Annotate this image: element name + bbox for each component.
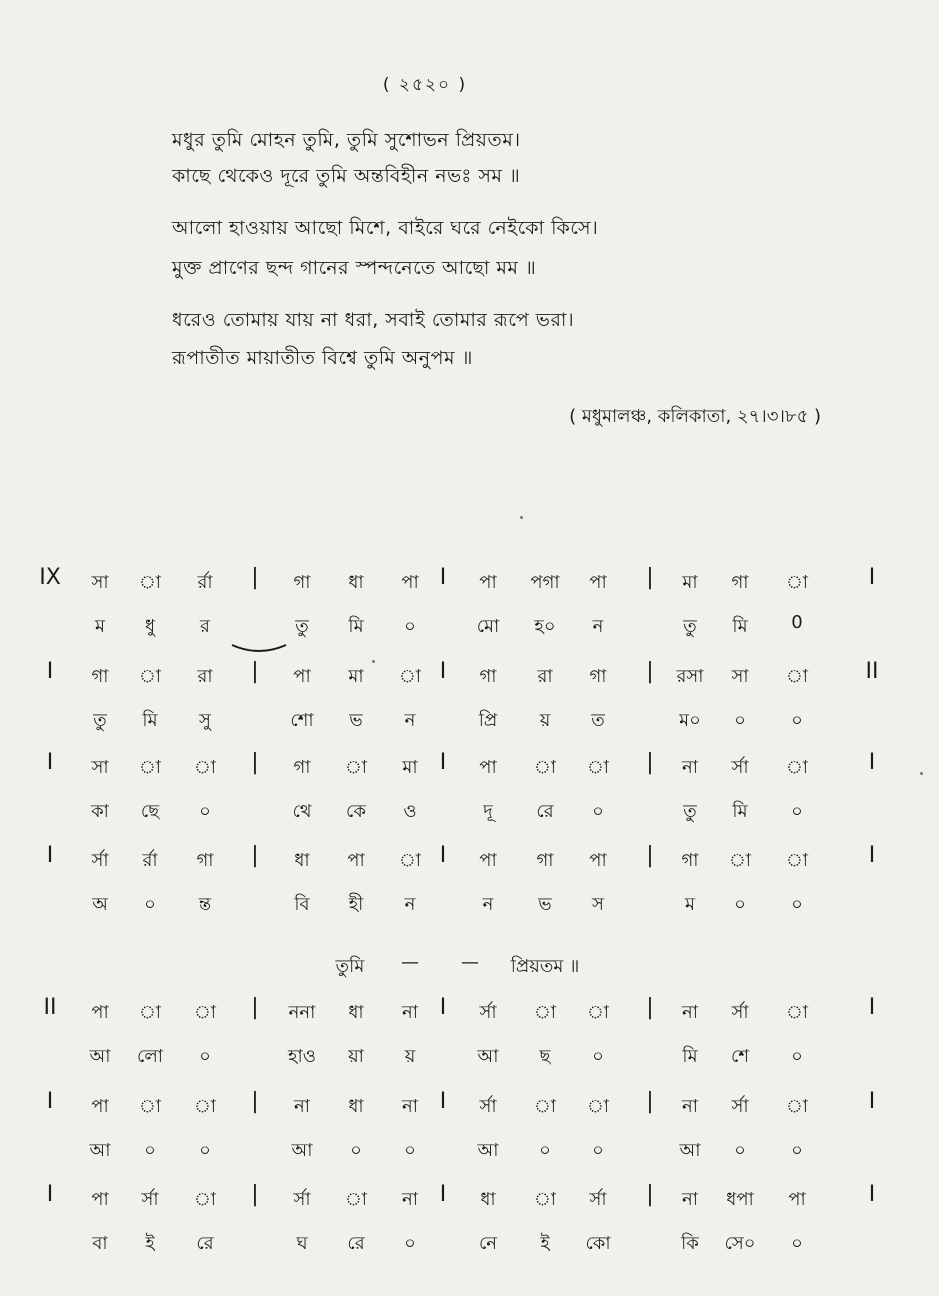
swara-note: র্সা	[731, 1096, 749, 1117]
swara-note: রা	[197, 666, 213, 687]
source-citation: ( মধুমালঞ্চ, কলিকাতা, ২৭।৩।৮৫ )	[569, 406, 821, 427]
lyric-syllable: য়	[539, 710, 551, 731]
lyric-syllable: আ	[89, 1046, 111, 1067]
swara-note: া	[138, 1002, 162, 1023]
barline: I	[439, 1182, 447, 1207]
lyric-syllable: কি	[681, 1233, 699, 1254]
barline: I	[46, 659, 54, 684]
swara-note: সা	[91, 757, 109, 778]
barline: |	[251, 750, 259, 775]
barline: I	[439, 565, 447, 590]
lyric-syllable: হাও	[288, 1046, 316, 1067]
barline: I	[868, 565, 876, 590]
swara-note: পা	[91, 1096, 109, 1117]
lyric-syllable: প্রি	[478, 710, 498, 731]
lyric-syllable: ০	[791, 1046, 803, 1067]
barline: I	[439, 1089, 447, 1114]
swara-note: া	[138, 757, 162, 778]
lyric-syllable: ছে	[140, 801, 160, 822]
barline: I	[46, 750, 54, 775]
swara-note: মা	[682, 572, 698, 593]
barline: II	[43, 995, 57, 1020]
lyric-syllable: ন	[404, 710, 416, 731]
lyric-syllable: অ	[92, 894, 108, 915]
barline: |	[251, 1182, 259, 1207]
lyric-syllable: হী	[348, 894, 364, 915]
lyric-syllable: ০	[199, 801, 211, 822]
swara-note: রসা	[676, 666, 704, 687]
swara-note: গা	[589, 666, 607, 687]
barline: I	[439, 659, 447, 684]
barline: I	[868, 995, 876, 1020]
lyric-syllable: মি	[682, 1046, 698, 1067]
lyric-syllable: 0	[791, 612, 803, 633]
lyric-syllable: ০	[144, 894, 156, 915]
swara-note: পা	[293, 666, 311, 687]
swara-note: পা	[91, 1002, 109, 1023]
lyric-syllable: স	[592, 894, 604, 915]
swara-note: া	[344, 1189, 368, 1210]
barline: I	[868, 750, 876, 775]
swara-note: া	[785, 572, 809, 593]
lyric-syllable: ০	[791, 801, 803, 822]
swara-note: র্রা	[142, 850, 158, 871]
lyric-syllable: ০	[199, 1046, 211, 1067]
barline: |	[646, 1182, 654, 1207]
paper-speck	[520, 516, 523, 519]
swara-note: র্সা	[731, 757, 749, 778]
notation-block	[0, 560, 939, 1296]
lyric-syllable: ০	[404, 1233, 416, 1254]
lyric-syllable: আ	[89, 1140, 111, 1161]
lyric-syllable: ন	[592, 616, 604, 637]
barline: |	[251, 995, 259, 1020]
barline: I	[46, 843, 54, 868]
lyric-syllable: ০	[404, 1140, 416, 1161]
lyric-syllable: আ	[477, 1046, 499, 1067]
lyric-syllable: তু	[683, 801, 697, 822]
refrain-dash: —	[401, 952, 419, 973]
swara-note: না	[682, 1189, 698, 1210]
lyric-syllable: ০	[404, 616, 416, 637]
barline: |	[251, 659, 259, 684]
lyric-syllable: আ	[291, 1140, 313, 1161]
swara-note: পা	[589, 850, 607, 871]
swara-note: ধা	[348, 1002, 364, 1023]
lyric-syllable: তু	[295, 616, 309, 637]
lyric-syllable: ০	[592, 1046, 604, 1067]
lyric-syllable: তু	[683, 616, 697, 637]
refrain-word: প্রিয়তম ॥	[510, 956, 580, 977]
barline: |	[251, 843, 259, 868]
swara-note: র্সা	[589, 1189, 607, 1210]
lyric-syllable: ন্ত	[198, 894, 212, 915]
lyric-syllable: ০	[539, 1140, 551, 1161]
barline: I	[46, 1182, 54, 1207]
song-number: ( ২৫২০ )	[382, 75, 468, 95]
swara-note: মা	[402, 757, 418, 778]
swara-note: র্সা	[141, 1189, 159, 1210]
lyric-line: রূপাতীত মায়াতীত বিশ্বে তুমি অনুপম ॥	[172, 347, 473, 369]
swara-note: ধা	[348, 1096, 364, 1117]
swara-note: পা	[347, 850, 365, 871]
swara-note: া	[728, 850, 752, 871]
swara-note: া	[398, 850, 422, 871]
lyric-syllable: শে	[731, 1046, 749, 1067]
swara-note: া	[785, 666, 809, 687]
barline: |	[646, 565, 654, 590]
swara-note: পা	[589, 572, 607, 593]
swara-note: ননা	[288, 1002, 316, 1023]
swara-note: না	[682, 1002, 698, 1023]
swara-note: না	[682, 1096, 698, 1117]
swara-note: গা	[293, 757, 311, 778]
lyric-syllable: ০	[144, 1140, 156, 1161]
swara-note: া	[785, 1096, 809, 1117]
refrain-dash: —	[461, 952, 479, 973]
lyric-syllable: ০	[791, 710, 803, 731]
swara-note: গা	[479, 666, 497, 687]
swara-note: গা	[681, 850, 699, 871]
swara-note: া	[586, 1002, 610, 1023]
lyric-syllable: আ	[679, 1140, 701, 1161]
lyric-line: মধুর তুমি মোহন তুমি, তুমি সুশোভন প্রিয়তম।	[172, 129, 521, 151]
swara-note: রা	[537, 666, 553, 687]
swara-note: া	[785, 757, 809, 778]
lyric-syllable: ০	[199, 1140, 211, 1161]
swara-note: া	[586, 757, 610, 778]
swara-note: না	[402, 1002, 418, 1023]
lyric-syllable: ত	[591, 710, 605, 731]
lyric-syllable: থে	[292, 801, 312, 822]
swara-note: া	[398, 666, 422, 687]
swara-note: া	[193, 757, 217, 778]
barline: I	[46, 1089, 54, 1114]
swara-note: া	[785, 1002, 809, 1023]
lyric-syllable: লো	[137, 1046, 163, 1067]
barline: |	[646, 659, 654, 684]
swara-note: া	[785, 850, 809, 871]
lyric-syllable: দূ	[483, 801, 493, 822]
swara-note: পা	[401, 572, 419, 593]
lyric-syllable: ই	[540, 1233, 550, 1254]
swara-note: মা	[348, 666, 364, 687]
swara-note: া	[533, 1002, 557, 1023]
lyric-syllable: ০	[350, 1140, 362, 1161]
swara-note: া	[193, 1189, 217, 1210]
lyric-syllable: ০	[734, 1140, 746, 1161]
swara-note: র্সা	[479, 1002, 497, 1023]
lyric-line: আলো হাওয়ায় আছো মিশে, বাইরে ঘরে নেইকো কিসে।	[172, 217, 599, 239]
lyric-syllable: য়	[404, 1046, 416, 1067]
lyric-syllable: ভ	[349, 710, 363, 731]
lyric-line: মুক্ত প্রাণের ছন্দ গানের স্পন্দনেতে আছো মম ॥	[172, 257, 537, 279]
lyric-syllable: রে	[536, 801, 554, 822]
lyric-syllable: ম	[95, 616, 105, 637]
swara-note: গা	[91, 666, 109, 687]
lyric-syllable: মি	[732, 801, 748, 822]
lyric-syllable: শো	[290, 710, 314, 731]
lyric-syllable: ম	[685, 894, 695, 915]
swara-note: পা	[91, 1189, 109, 1210]
swara-note: ধা	[480, 1189, 496, 1210]
lyric-syllable: ও	[403, 801, 417, 822]
swara-note: র্সা	[293, 1189, 311, 1210]
lyric-syllable: মো	[476, 616, 500, 637]
barline: |	[646, 995, 654, 1020]
lyric-syllable: হ০	[534, 616, 556, 637]
lyric-syllable: কা	[91, 801, 109, 822]
lyric-syllable: তু	[93, 710, 107, 731]
swara-note: া	[193, 1096, 217, 1117]
swara-note: র্রা	[197, 572, 213, 593]
barline: |	[251, 1089, 259, 1114]
lyric-syllable: ০	[734, 710, 746, 731]
swara-note: ধা	[294, 850, 310, 871]
lyric-line: ধরেও তোমায় যায় না ধরা, সবাই তোমার রূপে ভরা।	[172, 309, 575, 331]
swara-note: পা	[479, 850, 497, 871]
lyric-syllable: ০	[592, 1140, 604, 1161]
lyric-syllable: বা	[92, 1233, 108, 1254]
swara-note: না	[402, 1096, 418, 1117]
barline: |	[646, 843, 654, 868]
lyric-syllable: মি	[348, 616, 364, 637]
lyric-syllable: আ	[477, 1140, 499, 1161]
swara-note: া	[533, 757, 557, 778]
lyric-syllable: য়া	[348, 1046, 364, 1067]
meend-arc	[230, 643, 288, 655]
swara-note: র্সা	[479, 1096, 497, 1117]
swara-note: সা	[91, 572, 109, 593]
lyric-syllable: বি	[294, 894, 310, 915]
barline: |	[646, 1089, 654, 1114]
barline: I	[439, 750, 447, 775]
swara-note: না	[682, 757, 698, 778]
swara-note: া	[344, 757, 368, 778]
lyric-syllable: ঘ	[296, 1233, 308, 1254]
lyric-syllable: ০	[734, 894, 746, 915]
barline: II	[865, 659, 879, 684]
lyric-syllable: র	[200, 616, 210, 637]
lyric-syllable: নে	[478, 1233, 498, 1254]
swara-note: া	[138, 1096, 162, 1117]
lyric-syllable: ০	[791, 894, 803, 915]
lyric-line: কাছে থেকেও দূরে তুমি অন্তবিহীন নভঃ সম ॥	[172, 165, 521, 187]
barline: I	[868, 1182, 876, 1207]
swara-note: পগা	[530, 572, 560, 593]
lyric-syllable: ০	[791, 1233, 803, 1254]
lyric-syllable: ই	[145, 1233, 155, 1254]
swara-note: ধা	[348, 572, 364, 593]
lyric-syllable: ০	[592, 801, 604, 822]
swara-note: পা	[479, 572, 497, 593]
swara-note: া	[586, 1096, 610, 1117]
lyric-syllable: সু	[199, 710, 211, 731]
lyric-syllable: রে	[196, 1233, 214, 1254]
lyric-syllable: কে	[346, 801, 366, 822]
lyric-syllable: ছ	[539, 1046, 551, 1067]
swara-note: র্সা	[731, 1002, 749, 1023]
swara-note: গা	[293, 572, 311, 593]
swara-note: না	[402, 1189, 418, 1210]
swara-note: ধপা	[726, 1189, 754, 1210]
swara-note: গা	[196, 850, 214, 871]
swara-note: না	[294, 1096, 310, 1117]
swara-note: পা	[479, 757, 497, 778]
lyric-syllable: ধু	[144, 616, 156, 637]
lyric-syllable: সে০	[724, 1233, 756, 1254]
lyric-syllable: ০	[791, 1140, 803, 1161]
swara-note: া	[138, 572, 162, 593]
barline: I	[439, 843, 447, 868]
swara-note: া	[193, 1002, 217, 1023]
swara-note: পা	[788, 1189, 806, 1210]
barline: I	[868, 1089, 876, 1114]
lyric-syllable: মি	[732, 616, 748, 637]
refrain-word: তুমি	[335, 956, 365, 977]
swara-note: া	[533, 1189, 557, 1210]
swara-note: া	[138, 666, 162, 687]
lyric-syllable: ম০	[679, 710, 701, 731]
lyric-syllable: রে	[347, 1233, 365, 1254]
barline: |	[251, 565, 259, 590]
lyric-syllable: ভ	[538, 894, 552, 915]
barline: IX	[39, 565, 61, 590]
lyric-syllable: মি	[142, 710, 158, 731]
barline: I	[439, 995, 447, 1020]
swara-note: গা	[731, 572, 749, 593]
swara-note: সা	[731, 666, 749, 687]
barline: I	[868, 843, 876, 868]
swara-note: গা	[536, 850, 554, 871]
barline: |	[646, 750, 654, 775]
swara-note: র্সা	[91, 850, 109, 871]
lyric-syllable: ন	[404, 894, 416, 915]
lyric-syllable: কো	[585, 1233, 611, 1254]
lyric-syllable: ন	[482, 894, 494, 915]
swara-note: া	[533, 1096, 557, 1117]
